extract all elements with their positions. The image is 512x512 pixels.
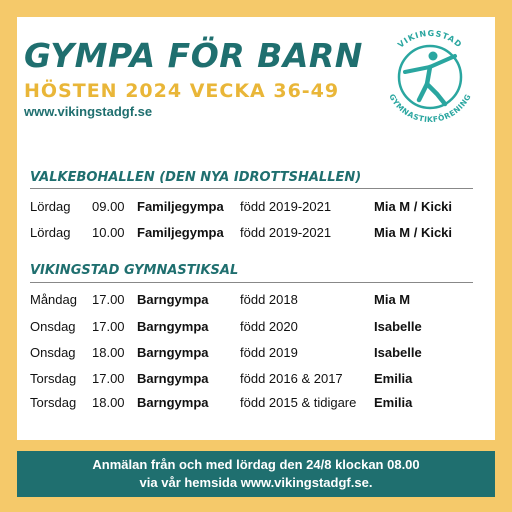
activity: Barngympa — [137, 371, 209, 386]
leader: Mia M / Kicki — [374, 199, 453, 214]
leader: Isabelle — [374, 319, 422, 334]
birth-years: född 2019-2021 — [240, 225, 332, 240]
schedule-row — [30, 371, 473, 393]
day: Lördag — [30, 199, 71, 214]
website-link[interactable]: www.vikingstadgf.se — [24, 104, 153, 119]
leader: Emilia — [374, 371, 413, 386]
time: 17.00 — [92, 292, 125, 307]
day: Måndag — [30, 292, 77, 307]
time: 18.00 — [92, 395, 125, 410]
leader: Mia M / Kicki — [374, 225, 453, 240]
page-title: GYMPA FÖR BARN — [24, 36, 363, 75]
day: Torsdag — [30, 371, 77, 386]
section-title-gymnastiksal: VIKINGSTAD GYMNASTIKSAL — [30, 263, 239, 278]
day: Onsdag — [30, 319, 76, 334]
registration-line-1: Anmälan från och med lördag den 24/8 klockan 08.00 — [92, 457, 420, 472]
time: 09.00 — [92, 199, 125, 214]
section-title-valkebohallen: VALKEBOHALLEN (DEN NYA IDROTTSHALLEN) — [30, 170, 362, 185]
club-logo — [375, 22, 485, 132]
leader: Emilia — [374, 395, 413, 410]
schedule-row — [30, 395, 473, 417]
activity: Barngympa — [137, 319, 209, 334]
time: 10.00 — [92, 225, 125, 240]
leader: Isabelle — [374, 345, 422, 360]
activity: Familjegympa — [137, 225, 224, 240]
day: Torsdag — [30, 395, 77, 410]
registration-line-2: via vår hemsida www.vikingstadgf.se. — [139, 475, 373, 490]
birth-years: född 2015 & tidigare — [240, 395, 357, 410]
day: Onsdag — [30, 345, 76, 360]
schedule-row — [30, 292, 473, 314]
birth-years: född 2019-2021 — [240, 199, 332, 214]
activity: Barngympa — [137, 345, 209, 360]
day: Lördag — [30, 225, 71, 240]
schedule-row — [30, 199, 473, 221]
activity: Barngympa — [137, 292, 209, 307]
activity: Familjegympa — [137, 199, 224, 214]
logo-text-bottom: GYMNASTIKFÖRENING — [387, 92, 473, 125]
section-divider — [30, 282, 473, 283]
activity: Barngympa — [137, 395, 209, 410]
time: 18.00 — [92, 345, 125, 360]
birth-years: född 2018 — [240, 292, 298, 307]
logo-text-top: VIKINGSTAD — [396, 28, 464, 50]
schedule-row — [30, 319, 473, 341]
schedule-row — [30, 225, 473, 247]
registration-banner — [17, 451, 495, 497]
birth-years: född 2016 & 2017 — [240, 371, 343, 386]
page-subtitle: HÖSTEN 2024 VECKA 36-49 — [24, 80, 340, 102]
section-divider — [30, 188, 473, 189]
birth-years: född 2020 — [240, 319, 298, 334]
time: 17.00 — [92, 319, 125, 334]
birth-years: född 2019 — [240, 345, 298, 360]
gymnast-figure-icon — [405, 52, 455, 105]
schedule-row — [30, 345, 473, 367]
leader: Mia M — [374, 292, 411, 307]
time: 17.00 — [92, 371, 125, 386]
